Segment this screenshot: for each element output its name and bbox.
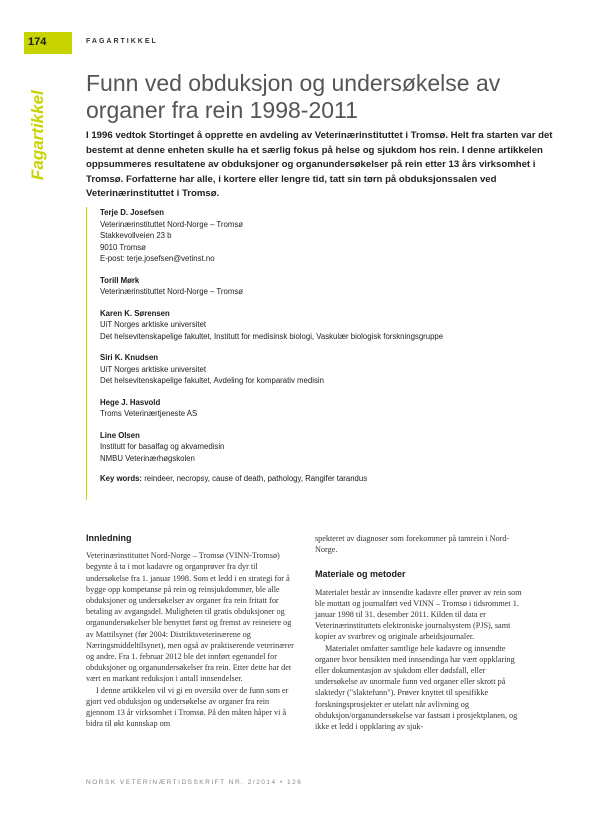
author-name: Torill Mørk	[100, 275, 140, 285]
article-abstract: I 1996 vedtok Stortinget å opprette en avdeling av Veterinærinstituttet i Tromsø. Helt fra starten var det bestemt at denne enheten skulle ha et særlig fokus på helse og sjukdom hos rein. I denne artikkelen oppsummeres resultatene av obduksjoner og organundersøkelser på rein etter 13 års virksomhet i Tromsø. Forfatterne har alle, i kortere eller lengre tid, tatt sin tørn på obduksjonssalen ved Veterinærinstituttet i Tromsø.	[86, 130, 553, 199]
keywords-label: Key words:	[100, 474, 143, 483]
author-block	[100, 275, 556, 298]
author-affiliation-line: NMBU Veterinærhøgskolen	[100, 453, 195, 463]
author-affiliation-line: UiT Norges arktiske universitet	[100, 364, 207, 374]
keywords-text: reindeer, necropsy, cause of death, pathology, Rangifer tarandus	[144, 474, 368, 483]
vertical-section-label: Fagartikkel	[28, 90, 47, 180]
author-name: Line Olsen	[100, 430, 140, 440]
author-affiliation-line: Institutt for basalfag og akvamedisin	[100, 442, 225, 451]
author-name: Karen K. Sørensen	[100, 308, 170, 318]
author-affiliation-line: 9010 Tromsø	[100, 242, 146, 252]
author-block	[100, 308, 556, 343]
author-affiliation-line: UiT Norges arktiske universitet	[100, 320, 207, 329]
left-column	[86, 533, 296, 729]
article-title: Funn ved obduksjon og undersøkelse av organer fra rein 1998-2011	[86, 70, 501, 123]
author-affiliation-line: Stakkevollveien 23 b	[100, 231, 172, 240]
body-paragraph: spekteret av diagnoser som forekommer på tamrein i Nord-Norge.	[315, 534, 510, 555]
author-block	[100, 397, 556, 420]
author-affiliation-line: Troms Veterinærtjeneste AS	[100, 409, 198, 418]
author-name: Siri K. Knudsen	[100, 353, 159, 362]
section-heading-innledning: Innledning	[86, 533, 132, 543]
page-footer: NORSK VETERINÆRTIDSSKRIFT NR. 2/2014 • 126	[86, 779, 303, 786]
body-paragraph: Materialet består av innsendte kadavre eller prøver av rein som ble mottatt og journalført ved VINN – Tromsø i tidsrommet 1. januar 1998 til 31. desember 2011. Kilden til data er Veterinærinstituttets elektroniske journalsystem (PJS), samt kopier av svarbrev og originale arbeidsjournaler.	[315, 587, 522, 642]
body-paragraph: Veterinærinstituttet Nord-Norge – Tromsø (VINN-Tromsø) begynte å ta i mot kadavre og organprøver fra dyr til undersøkelse fra 1. januar 1998. Som et ledd i en strategi for å bygge opp kompetanse på rein og reinsjukdommer, ble alle obduksjoner og undersøkelser av organer fra rein fritatt for betaling av avgangsdel. Muligheten til gratis obduksjoner og organundersøkelser ble benyttet først og fremst av reineiere og av Mattilsynet (før 2004: Distriktsveterinærene og Næringsmiddeltilsynet), men også av praktiserende veterinærer og andre. Fra 1. februar 2012 ble det innført egenandel for obduksjoner og organundersøkelser fra rein. Etter dette har det vært en markant reduksjon i antall innsendelser.	[86, 551, 294, 684]
body-paragraph: Materialet omfatter samtlige hele kadavre og innsendte organer hvor hensikten med innsendinga har vært oppklaring eller dokumentasjon av sjukdom eller dødsfall, eller undersøkelse av unormale funn ved organer eller skrott på slaktedyr ("slaktefunn"). Prøver knyttet til spesifikke forskningsprosjekter er utelatt når avlivning og obduksjon/organundersøkelse var fastsatt i prosjektplanen, og ikke et ledd i oppklaring av sjuk-	[315, 643, 518, 732]
author-block	[100, 430, 556, 465]
author-affiliation-line: E-post: terje.josefsen@vetinst.no	[100, 254, 215, 263]
author-affiliation-line: Det helsevitenskapelige fakultet, Avdeling for komparativ medisin	[100, 376, 324, 385]
author-affiliation-line: Veterinærinstituttet Nord-Norge – Tromsø	[100, 287, 243, 296]
section-label: FAGARTIKKEL	[86, 38, 158, 45]
author-block	[100, 352, 556, 387]
author-block	[100, 207, 556, 265]
keywords	[100, 474, 556, 483]
author-name: Hege J. Hasvold	[100, 397, 161, 407]
section-heading-materiale: Materiale og metoder	[315, 569, 406, 580]
body-paragraph: I denne artikkelen vil vi gi en oversikt over de funn som er gjort ved obduksjon og undersøkelse av organer fra rein gjennom 13 år virksomhet i Tromsø. På den måten håper vi å bidra til økt kunnskap om	[86, 685, 289, 729]
author-name: Terje D. Josefsen	[100, 208, 164, 217]
author-list	[86, 207, 556, 500]
right-column	[315, 533, 525, 732]
author-affiliation-line: Veterinærinstituttet Nord-Norge – Tromsø	[100, 219, 243, 229]
page-number: 174	[28, 36, 47, 48]
author-affiliation-line: Det helsevitenskapelige fakultet, Institutt for medisinsk biologi, Vaskulær biologisk forskningsgruppe	[100, 331, 444, 341]
